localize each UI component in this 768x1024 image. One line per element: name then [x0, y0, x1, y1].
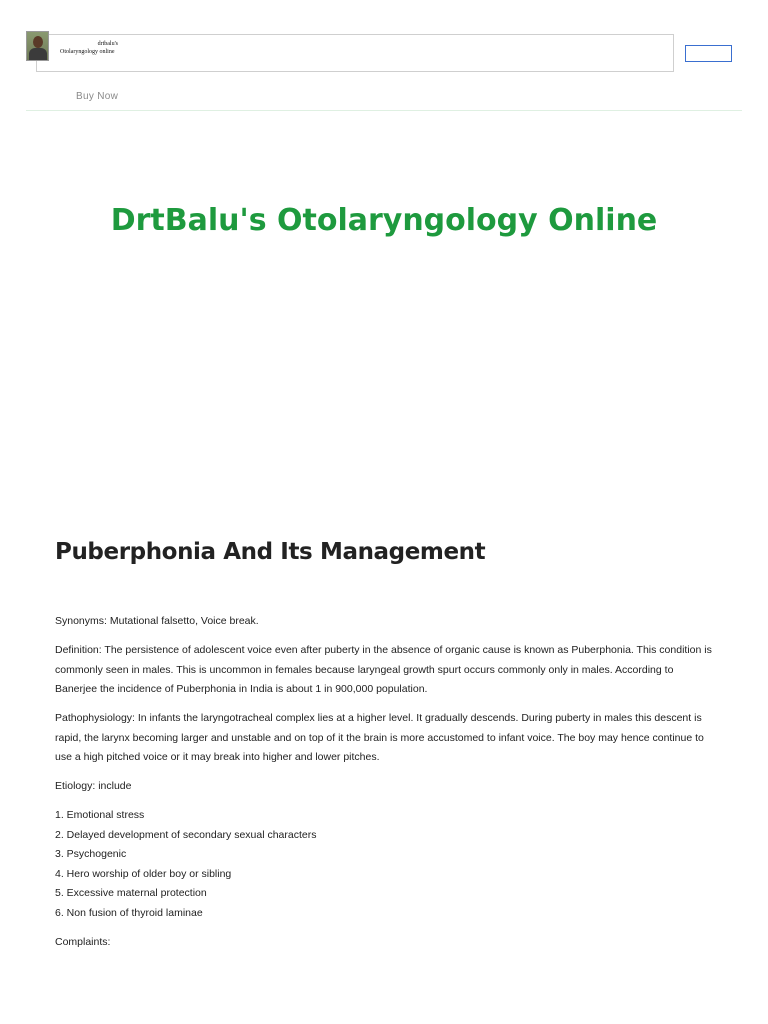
pathophysiology-text: Pathophysiology: In infants the laryngotracheal complex lies at a higher level. It gradually descends. During puberty in males this descent is rapid, the larynx becoming larger and unstable and on top of it the brain is more accustomed to infant voice. The boy may hence continue to use a high pitched voice or it may break into higher and lower pitches. — [55, 712, 704, 763]
list-item: 3. Psychogenic — [55, 848, 127, 860]
logo-line-2: Otolaryngology online — [60, 49, 115, 55]
synonyms-text: Synonyms: Mutational falsetto, Voice break. — [55, 615, 259, 627]
list-item: 2. Delayed development of secondary sexual characters — [55, 828, 317, 841]
etiology-heading: Etiology: include — [55, 780, 132, 792]
list-item: 6. Non fusion of thyroid laminae — [55, 906, 203, 919]
logo-line-1: drtbalu's — [97, 41, 118, 47]
author-avatar[interactable] — [26, 31, 49, 61]
complaints-heading: Complaints: — [55, 935, 111, 948]
header-divider — [26, 110, 742, 111]
post-body — [55, 612, 715, 962]
site-logo[interactable] — [60, 40, 140, 56]
definition-text: Definition: The persistence of adolescent voice even after puberty in the absence of organic cause is known as Puberphonia. This condition is commonly seen in males. This is uncommon in females because laryngeal growth spurt occurs commonly only in males. According to Banerjee the incidence of Puberphonia in India is about 1 in 900,000 population. — [55, 644, 712, 695]
nav-buy-now-link[interactable]: Buy Now — [76, 91, 119, 102]
site-title[interactable]: DrtBalu's Otolaryngology Online — [110, 203, 658, 238]
search-input[interactable] — [685, 45, 732, 62]
list-item: 4. Hero worship of older boy or sibling — [55, 867, 232, 880]
list-item: 1. Emotional stress — [55, 809, 145, 821]
list-item: 5. Excessive maternal protection — [55, 887, 207, 899]
etiology-list — [55, 806, 715, 923]
post-title: Puberphonia And Its Management — [55, 539, 486, 565]
